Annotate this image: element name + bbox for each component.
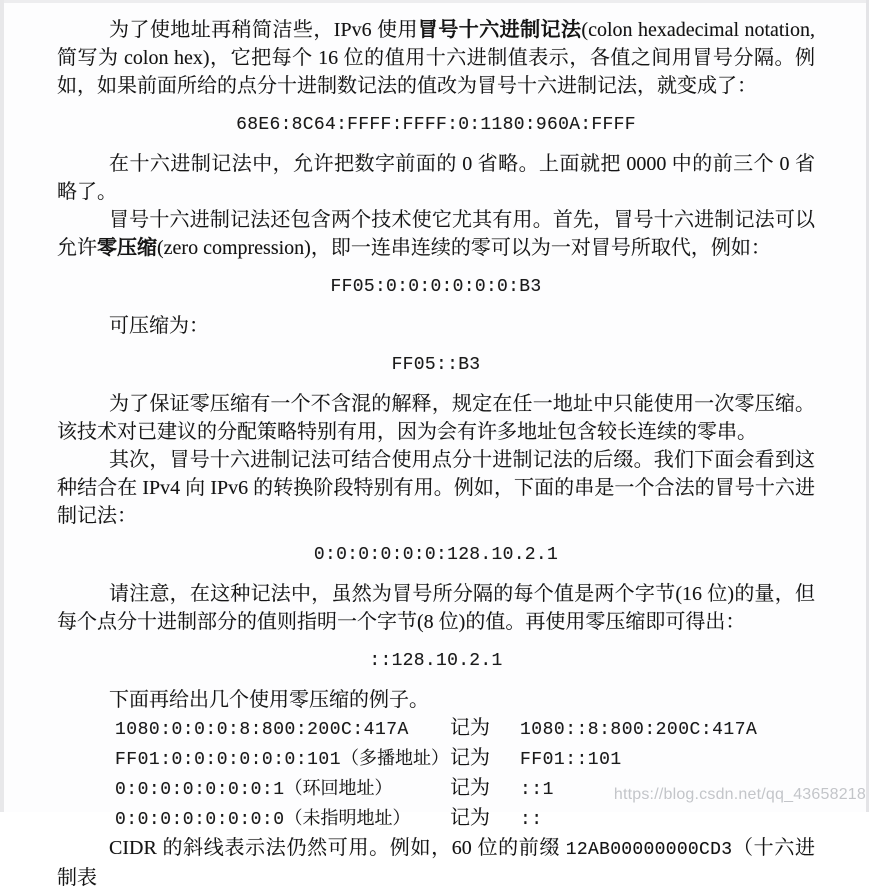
paragraph-byte-sizes-note: 请注意，在这种记法中，虽然为冒号所分隔的每个值是两个字节(16 位)的量，但每个点分十进制部分的值则指明一个字节(8 位)的值。再使用零压缩即可得出： [57, 583, 815, 633]
address-mixed-notation-example: 0:0:0:0:0:0:128.10.2.1 [313, 545, 559, 565]
compressed-address: FF01::101 [520, 750, 622, 770]
zero-compression-examples-table [115, 714, 815, 834]
csdn-blog-watermark: https://blog.csdn.net/qq_43658218 [613, 786, 866, 803]
written-as-label: 记为 [450, 717, 490, 739]
bold-term-zero-compression: 零压缩 [97, 237, 157, 259]
table-row [115, 804, 815, 834]
bold-term-colon-hex: 冒号十六进制记法 [417, 19, 582, 41]
document-content [57, 0, 815, 892]
example-full-address-cell [115, 804, 450, 834]
cidr-prefix-value: 12AB00000000CD3 [565, 840, 733, 860]
paragraph-leading-zero-omission: 在十六进制记法中，允许把数字前面的 0 省略。上面就把 0000 中的前三个 0 省略了。 [57, 153, 815, 203]
address-compressed-example: FF05::B3 [391, 355, 481, 375]
address-type-note: （多播地址） [341, 748, 450, 768]
paragraph-colon-hex-intro [57, 16, 815, 100]
table-row [115, 714, 815, 744]
table-row [115, 744, 815, 774]
full-address: 0:0:0:0:0:0:0:1 [115, 780, 285, 800]
address-zero-run-example: FF05:0:0:0:0:0:0:B3 [330, 277, 542, 297]
paragraph-text: （十六进制表 [57, 837, 815, 889]
example-full-address-cell [115, 774, 450, 804]
compressed-address: ::1 [520, 780, 554, 800]
paragraph-text: 为了使地址再稍简洁些，IPv6 使用 [109, 19, 418, 41]
address-type-note: （环回地址） [284, 778, 393, 798]
paragraph-text: 冒号十六进制记法还包含两个技术使它尤其有用。首先，冒号十六进制记法可以允许 [57, 209, 815, 259]
full-address: 0:0:0:0:0:0:0:0 [115, 810, 285, 830]
paragraph-can-compress-to: 可压缩为： [109, 315, 209, 337]
paragraph-dotted-decimal-suffix: 其次，冒号十六进制记法可结合使用点分十进制记法的后缀。我们下面会看到这种结合在 IPv4 向 IPv6 的转换阶段特别有用。例如，下面的串是一个合法的冒号十六进制记法： [57, 449, 815, 527]
compressed-address: :: [520, 810, 543, 830]
paragraph-zero-compression-intro [57, 206, 815, 262]
full-address: 1080:0:0:0:8:800:200C:417A [115, 720, 409, 740]
paragraph-text: (colon hexadecimal notation, 简写为 colon hex)，它把每个 16 位的值用十六进制值表示，各值之间用冒号分隔。例如，如果前面所给的点分十进制数记法的值改为冒号十六进制记法，就变成了： [57, 19, 815, 97]
written-as-label: 记为 [450, 777, 490, 799]
address-colon-hex-example: 68E6:8C64:FFFF:FFFF:0:1180:960A:FFFF [236, 115, 636, 135]
paragraph-text: CIDR 的斜线表示法仍然可用。例如，60 位的前缀 [109, 837, 566, 859]
compressed-address: 1080::8:800:200C:417A [520, 720, 758, 740]
paragraph-one-compression-rule: 为了保证零压缩有一个不含混的解释，规定在任一地址中只能使用一次零压缩。该技术对已建议的分配策略特别有用，因为会有许多地址包含较长连续的零串。 [57, 393, 815, 443]
written-as-label: 记为 [450, 807, 490, 829]
example-full-address-cell [115, 744, 450, 774]
paragraph-cidr-slash-notation [57, 834, 815, 892]
written-as-label: 记为 [450, 747, 490, 769]
example-full-address-cell [115, 714, 450, 744]
paragraph-text: (zero compression)，即一连串连续的零可以为一对冒号所取代，例如： [157, 237, 771, 259]
paragraph-more-examples-intro: 下面再给出几个使用零压缩的例子。 [109, 689, 429, 711]
page-left-edge [0, 0, 4, 812]
address-type-note: （未指明地址） [284, 808, 411, 828]
address-mixed-compressed-example: ::128.10.2.1 [369, 651, 503, 671]
full-address: FF01:0:0:0:0:0:0:101 [115, 750, 342, 770]
